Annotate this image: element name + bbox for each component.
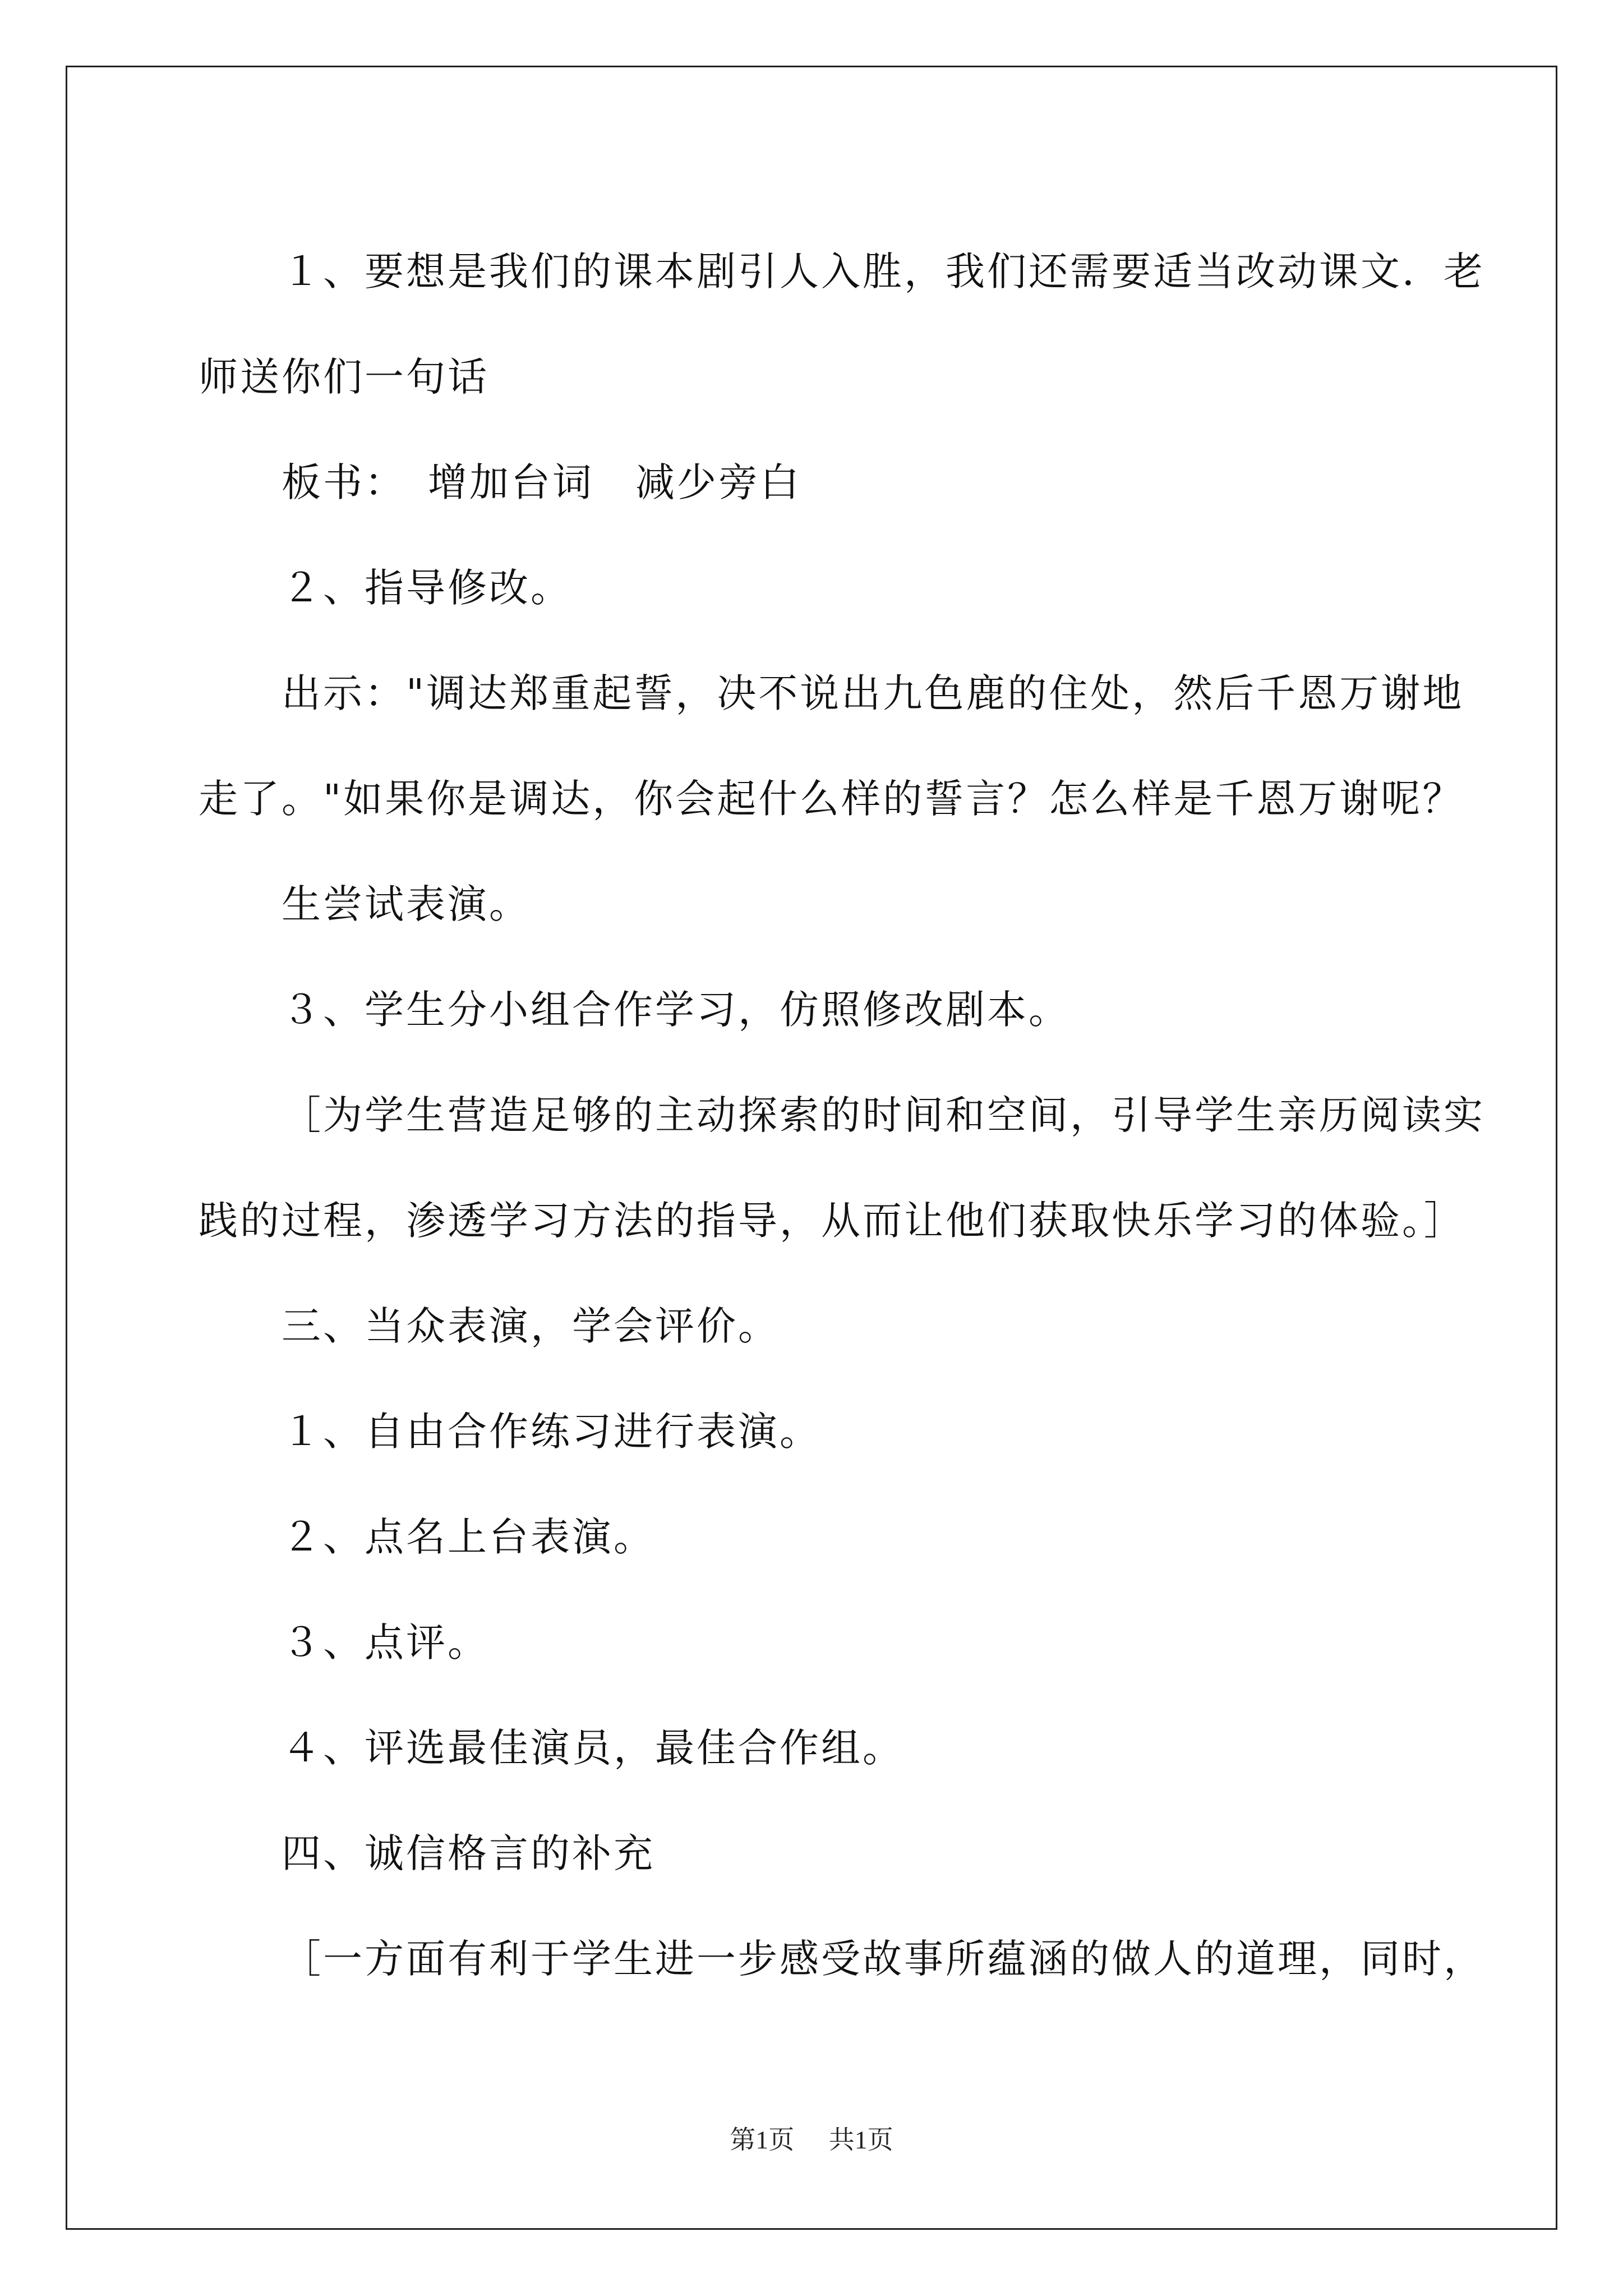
paragraph-10-line-1: ２、点名上台表演。 <box>282 1514 655 1560</box>
paragraph-11-line-1: ３、点评。 <box>282 1619 489 1665</box>
page-total: 共1页 <box>828 2125 893 2154</box>
section-heading-4: 四、诚信格言的补充 <box>282 1830 655 1876</box>
paragraph-5-line-1: 生尝试表演。 <box>282 881 531 927</box>
document-body <box>199 219 1485 2012</box>
paragraph-4-line-1: 出示："调达郑重起誓，决不说出九色鹿的住处，然后千恩万谢地 <box>282 670 1464 716</box>
paragraph-14-line-1: ［一方面有利于学生进一步感受故事所蕴涵的做人的道理，同时， <box>282 1936 1485 1982</box>
paragraph-4-line-2: 走了。"如果你是调达，你会起什么样的誓言？怎么样是千恩万谢呢？ <box>199 776 1464 822</box>
paragraph-1-line-2: 师送你们一句话 <box>199 354 489 400</box>
section-heading-3: 三、当众表演，学会评价。 <box>282 1303 780 1349</box>
paragraph-9-line-1: １、自由合作练习进行表演。 <box>282 1409 821 1455</box>
paragraph-7-line-2: 践的过程，渗透学习方法的指导，从而让他们获取快乐学习的体验。］ <box>199 1198 1465 1244</box>
paragraph-12-line-1: ４、评选最佳演员，最佳合作组。 <box>282 1725 904 1771</box>
paragraph-7-line-1: ［为学生营造足够的主动探索的时间和空间，引导学生亲历阅读实 <box>282 1092 1485 1138</box>
page-footer <box>0 2119 1623 2156</box>
paragraph-1-line-1: １、要想是我们的课本剧引人入胜，我们还需要适当改动课文．老 <box>282 249 1485 295</box>
paragraph-2-line-1: 板书： 增加台词 减少旁白 <box>282 459 801 505</box>
paragraph-3-line-1: ２、指导修改。 <box>282 565 572 611</box>
page-number: 第1页 <box>730 2125 795 2154</box>
paragraph-6-line-1: ３、学生分小组合作学习，仿照修改剧本。 <box>282 987 1070 1033</box>
